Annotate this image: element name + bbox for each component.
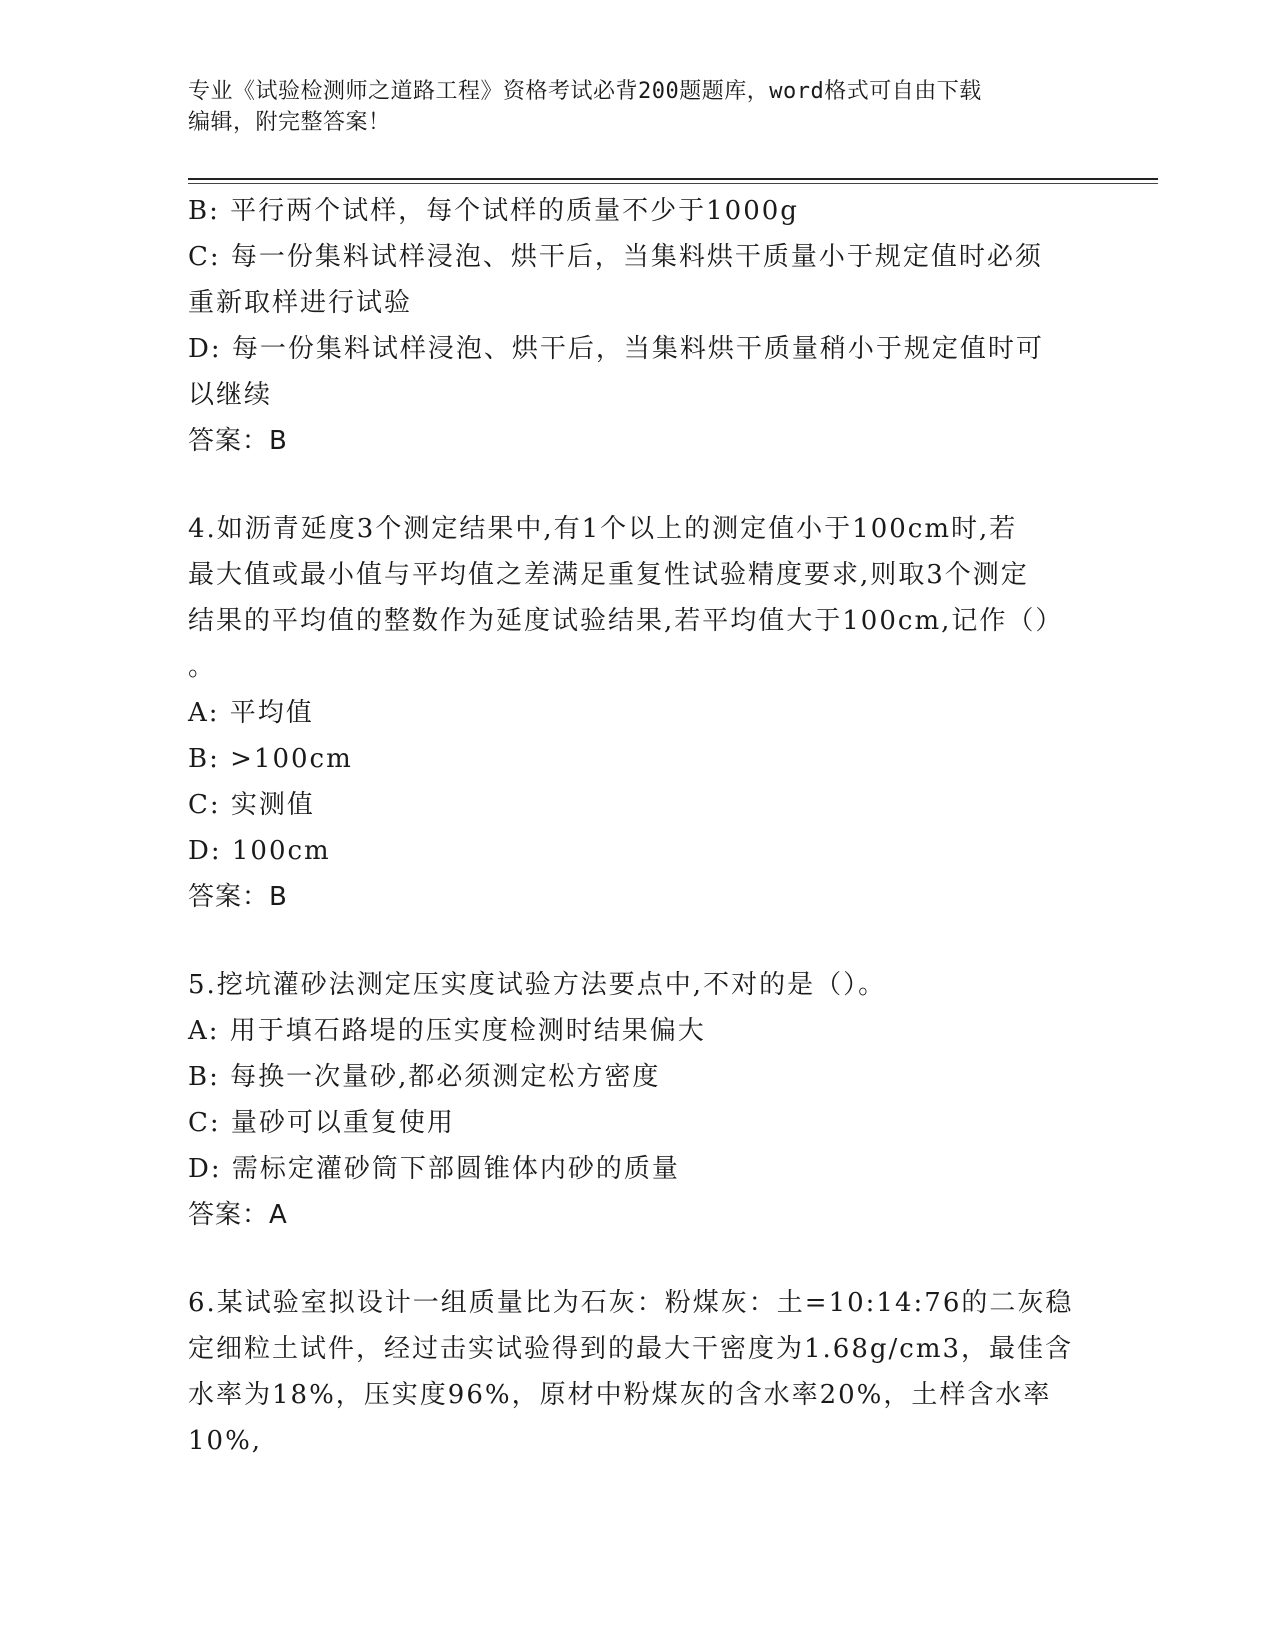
q4-answer: 答案：B [188, 882, 288, 912]
document-body [188, 188, 1088, 1464]
header-title-line-1: 专业《试验检测师之道路工程》资格考试必背200题题库，word格式可自由下载 [188, 79, 982, 104]
q6-stem-line-4: 10%, [188, 1426, 263, 1456]
q5-answer: 答案：A [188, 1200, 288, 1230]
q4-stem-line-3: 结果的平均值的整数作为延度试验结果,若平均值大于100cm,记作（） [188, 606, 1064, 636]
q3-option-d-line-2: 以继续 [188, 380, 273, 410]
header-title-line-2: 编辑，附完整答案！ [188, 110, 391, 135]
q4-stem-line-1: 4.如沥青延度3个测定结果中,有1个以上的测定值小于100cm时,若 [188, 514, 1018, 544]
question-5-block [188, 962, 1088, 1238]
q3-option-c-line-2: 重新取样进行试验 [188, 288, 413, 318]
header-divider-thin [188, 183, 1158, 184]
q5-option-d: D: 需标定灌砂筒下部圆锥体内砂的质量 [188, 1154, 680, 1184]
question-3-block [188, 188, 1088, 464]
spacer [188, 920, 1088, 962]
q6-stem-line-1: 6.某试验室拟设计一组质量比为石灰：粉煤灰：土=10:14:76的二灰稳 [188, 1288, 1074, 1318]
question-4-block [188, 506, 1088, 920]
q4-option-c: C: 实测值 [188, 790, 315, 820]
q5-option-a: A: 用于填石路堤的压实度检测时结果偏大 [188, 1016, 706, 1046]
q4-stem-line-2: 最大值或最小值与平均值之差满足重复性试验精度要求,则取3个测定 [188, 560, 1029, 590]
q6-stem-line-2: 定细粒土试件，经过击实试验得到的最大干密度为1.68g/cm3，最佳含 [188, 1334, 1074, 1364]
q3-option-d-line-1: D: 每一份集料试样浸泡、烘干后，当集料烘干质量稍小于规定值时可 [188, 334, 1044, 364]
q3-answer: 答案：B [188, 426, 288, 456]
q5-option-c: C: 量砂可以重复使用 [188, 1108, 455, 1138]
q5-stem-line-1: 5.挖坑灌砂法测定压实度试验方法要点中,不对的是（）。 [188, 970, 887, 1000]
q6-stem-line-3: 水率为18%，压实度96%，原材中粉煤灰的含水率20%，土样含水率 [188, 1380, 1052, 1410]
spacer [188, 1238, 1088, 1280]
q4-option-b: B: >100cm [188, 744, 353, 774]
q3-option-b: B: 平行两个试样，每个试样的质量不少于1000g [188, 196, 799, 226]
q3-option-c-line-1: C: 每一份集料试样浸泡、烘干后，当集料烘干质量小于规定值时必须 [188, 242, 1043, 272]
header-divider-thick [188, 178, 1158, 180]
q5-option-b: B: 每换一次量砂,都必须测定松方密度 [188, 1062, 661, 1092]
q4-option-d: D: 100cm [188, 836, 331, 866]
page-header [188, 76, 1088, 138]
q4-stem-line-4: 。 [188, 652, 217, 682]
q4-option-a: A: 平均值 [188, 698, 314, 728]
spacer [188, 464, 1088, 506]
question-6-block [188, 1280, 1088, 1464]
